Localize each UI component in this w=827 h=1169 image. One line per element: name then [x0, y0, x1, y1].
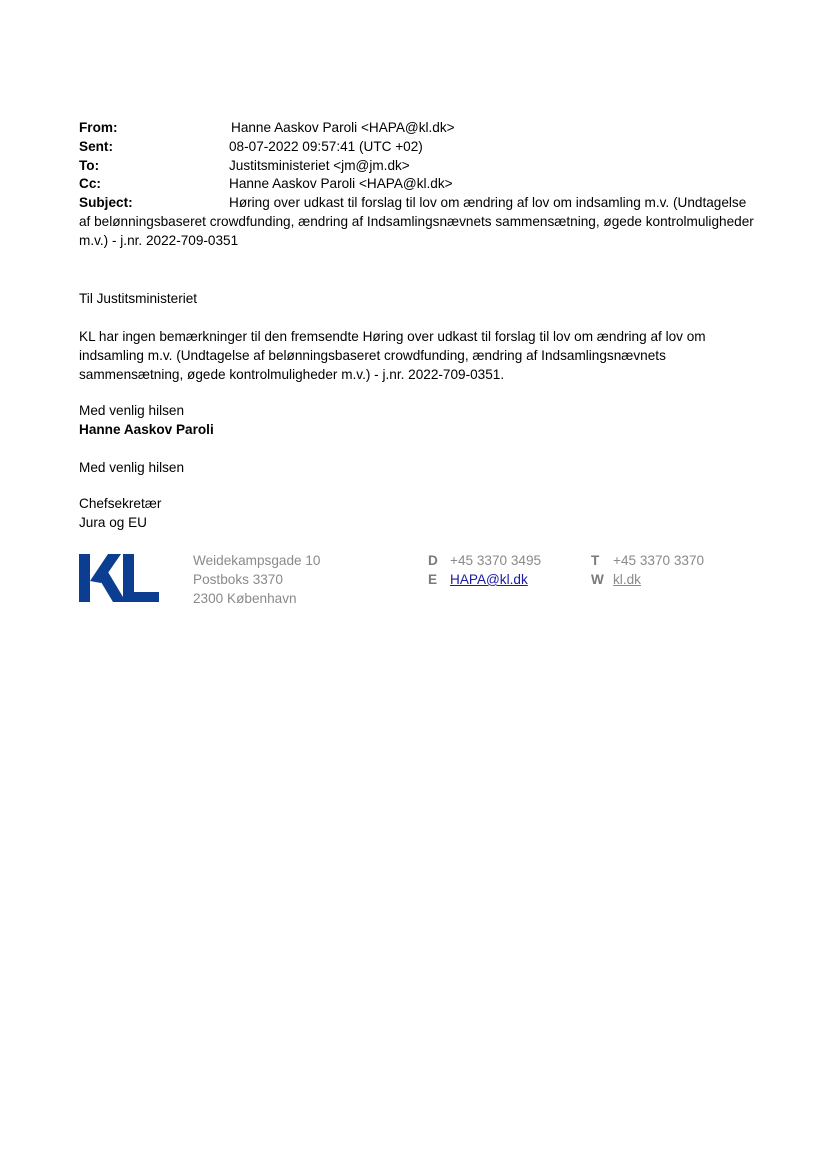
- telephone: +45 3370 3370: [613, 553, 705, 568]
- sent-row: [79, 138, 759, 157]
- web-letter: W: [591, 572, 604, 587]
- to-label: To:: [79, 157, 100, 173]
- email-header: [79, 119, 759, 251]
- direct-letter: D: [428, 553, 438, 568]
- email-row: [428, 570, 541, 589]
- sent-value: 08-07-2022 09:57:41 (UTC +02): [229, 138, 423, 154]
- email-letter: E: [428, 572, 438, 587]
- web-link[interactable]: kl.dk: [613, 572, 641, 587]
- greeting: [79, 290, 759, 309]
- email-link[interactable]: HAPA@kl.dk: [450, 572, 528, 587]
- cc-value: Hanne Aaskov Paroli <HAPA@kl.dk>: [229, 176, 453, 192]
- email-signature: [79, 551, 759, 611]
- department: Jura og EU: [79, 514, 148, 530]
- sender-name: Hanne Aaskov Paroli: [79, 421, 214, 437]
- address-line-2: Postboks 3370: [193, 572, 283, 587]
- address-line-1: Weidekampsgade 10: [193, 553, 321, 568]
- direct-phone: +45 3370 3495: [450, 553, 542, 568]
- greeting-text: Til Justitsministeriet: [79, 291, 198, 306]
- direct-phone-row: [428, 551, 541, 570]
- to-value: Justitsministeriet <jm@jm.dk>: [229, 157, 410, 173]
- contact-column-2: [591, 551, 704, 589]
- from-row: [79, 119, 759, 138]
- subject-label: Subject:: [79, 195, 133, 211]
- cc-row: [79, 175, 759, 194]
- subject-value: Høring over udkast til forslag til lov om ændring af lov om indsamling m.v. (Undtagelse af belønningsbaseret crowdfunding, ændring af Indsamlingsnævnets sammensætning, øgede kontrolmuligheder m.v.) - j.nr. 2022-709-0351: [79, 195, 754, 248]
- from-label: From:: [79, 120, 118, 135]
- sent-label: Sent:: [79, 138, 113, 154]
- to-row: [79, 157, 759, 176]
- body-paragraph-text: KL har ingen bemærkninger til den fremsendte Høring over udkast til forslag til lov om ændring af lov om indsamling m.v. (Undtagelse af belønningsbaseret crowdfunding, ændring af Indsamlingsnævnets sammensætning, øgede kontrolmuligheder m.v.) - j.nr. 2022-709-0351.: [79, 329, 706, 382]
- job-title: Chefsekretær: [79, 496, 162, 511]
- closing-block-2: [79, 459, 759, 478]
- contact-column-1: [428, 551, 541, 589]
- cc-label: Cc:: [79, 176, 101, 192]
- address-block: [193, 551, 320, 608]
- closing-text: Med venlig hilsen: [79, 403, 185, 418]
- kl-logo: [79, 554, 159, 602]
- web-row: [591, 570, 704, 589]
- telephone-row: [591, 551, 704, 570]
- closing-text-2: Med venlig hilsen: [79, 460, 185, 475]
- telephone-letter: T: [591, 553, 600, 568]
- address-line-3: 2300 København: [193, 591, 297, 606]
- sender-title-block: [79, 495, 759, 533]
- from-value: Hanne Aaskov Paroli <HAPA@kl.dk>: [231, 120, 455, 135]
- body-paragraph: [79, 328, 759, 384]
- closing-block: [79, 402, 759, 440]
- subject-row: [79, 194, 759, 250]
